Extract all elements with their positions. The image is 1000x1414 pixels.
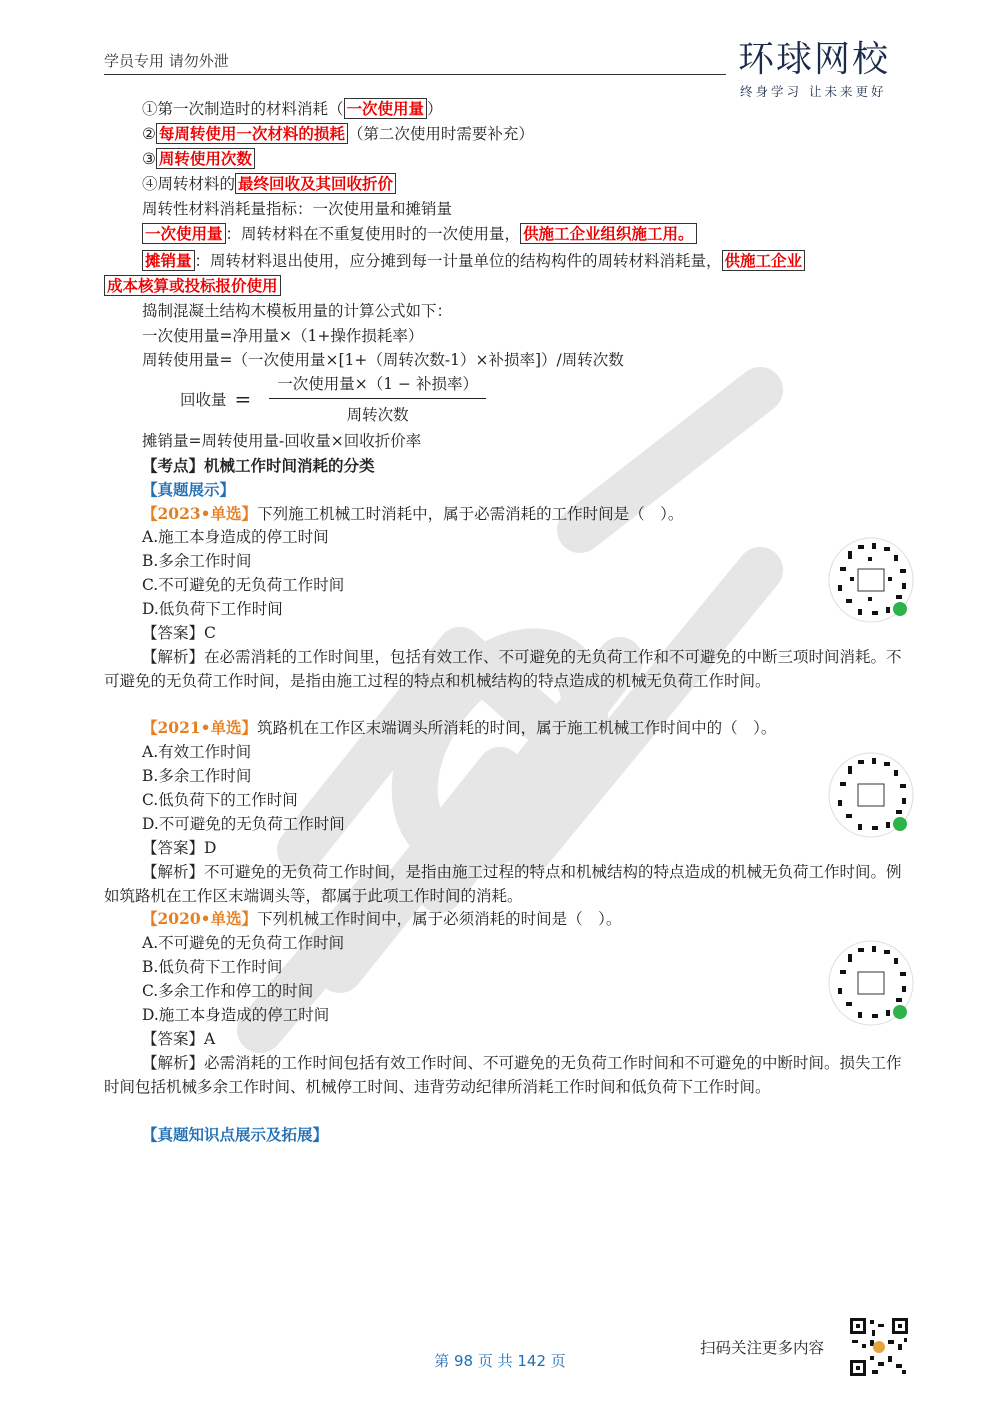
- q1-answer-label: 【答案】: [142, 624, 205, 642]
- q1-stem-text: 下列施工机械工时消耗中，属于必需消耗的工作时间是（ ）。: [257, 505, 684, 523]
- item-1-suffix: ）: [427, 100, 443, 118]
- q3-option-c: C.多余工作和停工的时间: [142, 982, 314, 1000]
- q2-answer-value: D: [204, 839, 217, 857]
- item-3: [142, 148, 255, 170]
- q3-answer-label: 【答案】: [142, 1030, 205, 1048]
- q3-answer-value: A: [204, 1030, 216, 1048]
- item-1-prefix: ①第一次制造时的材料消耗（: [142, 100, 344, 118]
- formula-turnover: 周转使用量=（一次使用量×[1+（周转次数-1）×补损率]）/周转次数: [142, 351, 624, 369]
- brand-logo: [738, 40, 918, 100]
- q3-stem: [142, 908, 621, 930]
- item-4: [142, 173, 396, 195]
- footer-scan-text: 扫码关注更多内容: [700, 1339, 825, 1357]
- definition-one-time: [142, 223, 697, 245]
- q2-analysis: [104, 860, 914, 908]
- header-notice: 学员专用 请勿外泄: [104, 52, 229, 70]
- q1-option-c: C.不可避免的无负荷工作时间: [142, 576, 345, 594]
- fraction-denominator: 周转次数: [346, 406, 409, 424]
- q1-option-d: D.低负荷下工作时间: [142, 600, 283, 618]
- q2-stem: [142, 717, 776, 739]
- q1-analysis: [104, 645, 914, 693]
- q3-option-a: A.不可避免的无负荷工作时间: [142, 934, 345, 952]
- q1-option-b: B.多余工作时间: [142, 552, 252, 570]
- def1-term: 一次使用量: [142, 223, 226, 244]
- qr-code-icon[interactable]: [828, 537, 914, 623]
- formula-intro: 捣制混凝土结构木模板用量的计算公式如下：: [142, 302, 453, 320]
- formula-amortization: 摊销量=周转使用量-回收量×回收折价率: [142, 432, 422, 450]
- q1-tag: 【2023•单选】: [142, 504, 258, 523]
- q2-stem-text: 筑路机在工作区末端调头所消耗的时间，属于施工机械工作时间中的（ ）。: [257, 719, 777, 737]
- q1-analysis-label: 【解析】: [142, 648, 205, 666]
- q2-option-d: D.不可避免的无负荷工作时间: [142, 815, 345, 833]
- def2-purpose-a: 供施工企业: [722, 250, 806, 271]
- item-4-highlight: 最终回收及其回收折价: [235, 173, 396, 194]
- item-2-suffix: （第二次使用时需要补充）: [347, 125, 534, 143]
- logo-text: 环球网校: [738, 39, 891, 80]
- def2-body: ：周转材料退出使用，应分摊到每一计量单位的结构构件的周转材料消耗量，: [194, 252, 722, 270]
- q1-answer: [142, 622, 216, 644]
- formula-recovery: [180, 372, 486, 425]
- q2-answer: [142, 837, 216, 859]
- item-1-highlight: 一次使用量: [344, 98, 428, 119]
- q1-analysis-text: 在必需消耗的工作时间里，包括有效工作、不可避免的无负荷工作和不可避免的中断三项时间消耗。不可避免的无负荷工作时间，是指由施工过程的特点和机械结构的特点造成的机械无负荷工作时间。: [104, 648, 902, 690]
- q2-tag: 【2021•单选】: [142, 718, 258, 737]
- q1-option-a: A.施工本身造成的停工时间: [142, 528, 329, 546]
- q3-analysis-text: 必需消耗的工作时间包括有效工作时间、不可避免的无负荷工作时间和不可避免的中断时间。损失工作时间包括机械多余工作时间、机械停工时间、违背劳动纪律所消耗工作时间和低负荷下工作时间。: [104, 1054, 902, 1096]
- formula-recovery-fraction: [269, 372, 486, 425]
- item-1: [142, 98, 443, 120]
- def2-term: 摊销量: [142, 250, 195, 271]
- page-number: 第 98 页 共 142 页: [434, 1352, 566, 1370]
- kaodian-heading: 【考点】机械工作时间消耗的分类: [142, 456, 375, 475]
- q3-analysis: [104, 1051, 914, 1099]
- item-3-highlight: 周转使用次数: [156, 148, 255, 169]
- extension-heading: 【真题知识点展示及拓展】: [142, 1125, 329, 1144]
- q2-option-b: B.多余工作时间: [142, 767, 252, 785]
- formula-recovery-eq: =: [234, 386, 252, 411]
- definition-amortization-cont: [104, 275, 281, 297]
- q2-analysis-text: 不可避免的无负荷工作时间，是指由施工过程的特点和机械结构的特点造成的机械无负荷工作时间。例如筑路机在工作区末端调头等，都属于此项工作时间的消耗。: [104, 863, 902, 905]
- q3-analysis-label: 【解析】: [142, 1054, 205, 1072]
- def2-purpose-b: 成本核算或投标报价使用: [104, 275, 281, 296]
- zhenti-heading: 【真题展示】: [142, 480, 236, 499]
- header-rule: [104, 74, 726, 75]
- q3-option-d: D.施工本身造成的停工时间: [142, 1006, 330, 1024]
- definition-amortization: [142, 250, 805, 272]
- indicator-text: 周转性材料消耗量指标：一次使用量和摊销量: [142, 200, 453, 218]
- item-2: [142, 123, 534, 145]
- qr-code-icon[interactable]: [828, 752, 914, 838]
- q2-analysis-label: 【解析】: [142, 863, 205, 881]
- formula-recovery-lhs: 回收量: [180, 390, 227, 409]
- item-3-prefix: ③: [142, 150, 156, 168]
- item-2-prefix: ②: [142, 125, 156, 143]
- q3-tag: 【2020•单选】: [142, 909, 258, 928]
- fraction-numerator: 一次使用量×（1 − 补损率）: [269, 372, 486, 399]
- q1-stem: [142, 503, 683, 525]
- qr-code-icon[interactable]: [828, 940, 914, 1026]
- def1-purpose: 供施工企业组织施工用。: [520, 223, 697, 244]
- q1-answer-value: C: [204, 624, 216, 642]
- logo-slogan: 终身学习 让未来更好: [740, 84, 887, 99]
- q2-answer-label: 【答案】: [142, 839, 205, 857]
- formula-one-time: 一次使用量=净用量×（1+操作损耗率）: [142, 327, 424, 345]
- item-2-highlight: 每周转使用一次材料的损耗: [156, 123, 348, 144]
- q3-stem-text: 下列机械工作时间中，属于必须消耗的时间是（ ）。: [257, 910, 622, 928]
- q3-option-b: B.低负荷下工作时间: [142, 958, 283, 976]
- item-4-prefix: ④周转材料的: [142, 175, 236, 193]
- def1-body: ：周转材料在不重复使用时的一次使用量，: [225, 225, 521, 243]
- q2-option-a: A.有效工作时间: [142, 743, 252, 761]
- q2-option-c: C.低负荷下的工作时间: [142, 791, 298, 809]
- q3-answer: [142, 1028, 215, 1050]
